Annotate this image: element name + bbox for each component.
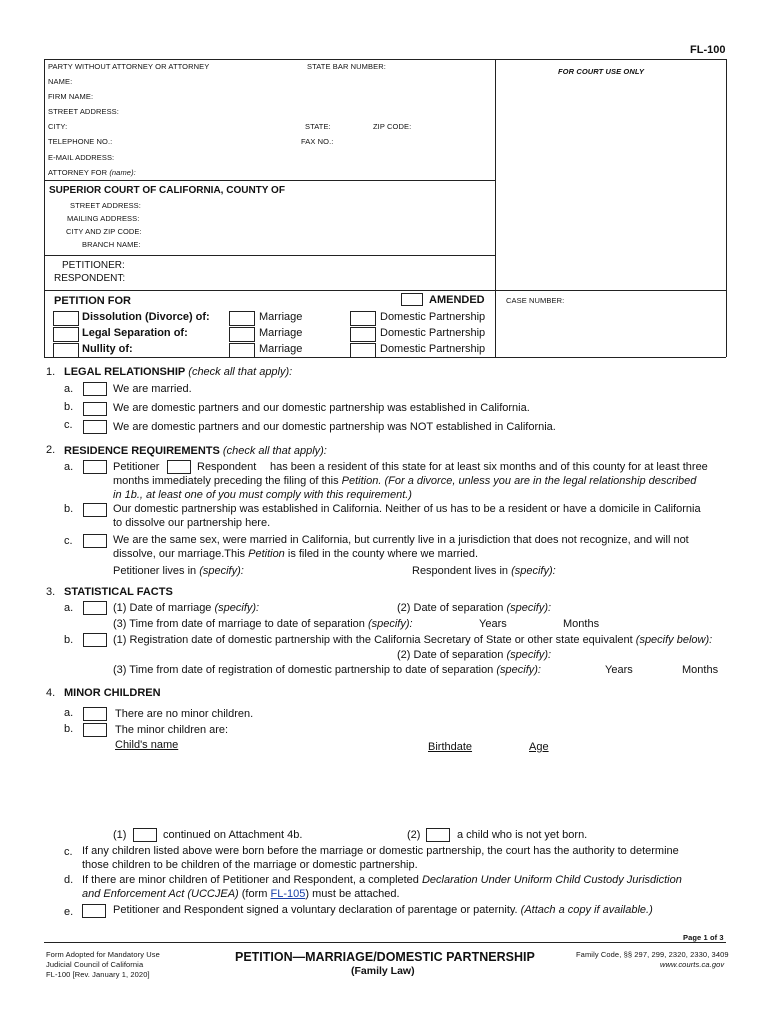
adopted-line3: FL-100 [Rev. January 1, 2020] [46,970,150,979]
courts-url[interactable]: www.courts.ca.gov [660,960,725,969]
firm-label: FIRM NAME: [48,92,94,101]
nullity-marriage-label: Marriage [259,343,303,355]
petition-divider [44,290,726,291]
court-divider [44,180,496,181]
fax-label: FAX NO.: [301,137,334,146]
s3-a2-label: (2) Date of separation (specify): [397,602,552,614]
dissolution-marriage-label: Marriage [259,311,303,323]
adopted-line2: Judicial Council of California [46,960,144,969]
s2-num: 2. [46,444,56,456]
nullity-label: Nullity of: [82,343,133,355]
court-city-zip-label: CITY AND ZIP CODE: [66,227,142,236]
amended-checkbox[interactable] [401,293,423,306]
s2-c-checkbox[interactable] [83,534,107,548]
dissolution-label: Dissolution (Divorce) of: [82,311,210,323]
s3-b1-label: (1) Registration date of domestic partnership with the California Secretary of State or other state equivalent (specify below): [113,634,713,646]
s4-d-text2: and Enforcement Act (UCCJEA) (form FL-105) must be attached. [82,888,400,900]
separation-checkbox[interactable] [53,327,79,342]
dissolution-checkbox[interactable] [53,311,79,326]
s4-c-text2: those children to be children of the marriage or domestic partnership. [82,859,418,871]
dissolution-dp-label: Domestic Partnership [380,311,486,323]
fl-105-link[interactable]: FL-105 [270,888,306,900]
s3-a-years: Years [479,618,507,630]
form-id: FL-100 [690,44,726,56]
col-birthdate: Birthdate [428,741,473,753]
separation-label: Legal Separation of: [82,327,188,339]
s2-b-text1: Our domestic partnership was established in California. Neither of us has to be a resident or have a domicile in California [113,503,701,515]
form-title: PETITION—MARRIAGE/DOMESTIC PARTNERSHIP [235,950,535,964]
s4-c-letter: c. [64,846,73,858]
city-label: CITY: [48,122,68,131]
dissolution-dp-checkbox[interactable] [350,311,376,326]
s4-a-checkbox[interactable] [83,707,107,721]
s4-a-letter: a. [64,707,74,719]
s3-b-letter: b. [64,634,74,646]
zip-label: ZIP CODE: [373,122,412,131]
s4-b1-text: continued on Attachment 4b. [163,829,303,841]
court-use-label: FOR COURT USE ONLY [558,67,645,76]
nullity-dp-checkbox[interactable] [350,343,376,358]
parties-divider [44,255,496,256]
s1-a-letter: a. [64,383,74,395]
s2-b-checkbox[interactable] [83,503,107,517]
court-branch-label: BRANCH NAME: [82,240,141,249]
s4-b-text: The minor children are: [115,724,229,736]
s2-a-letter: a. [64,461,74,473]
s4-d-text1: If there are minor children of Petitioner and Respondent, a completed Declaration Under Uniform Child Custody Jurisdiction [82,874,682,886]
s4-a-text: There are no minor children. [115,708,254,720]
s4-e-letter: e. [64,906,74,918]
s3-b2-label: (2) Date of separation (specify): [397,649,552,661]
s2-c-letter: c. [64,535,73,547]
court-street-label: STREET ADDRESS: [70,201,141,210]
s4-b1-num: (1) [113,829,127,841]
nullity-marriage-checkbox[interactable] [229,343,255,358]
separation-dp-checkbox[interactable] [350,327,376,342]
s1-c-text: We are domestic partners and our domestic partnership was NOT established in California. [113,421,556,433]
s4-d-letter: d. [64,874,74,886]
s3-b-years: Years [605,664,633,676]
s1-c-letter: c. [64,419,73,431]
s2-a-text2: months immediately preceding the filing of this Petition. (For a divorce, unless you are in the legal relationship described [113,475,697,487]
dissolution-marriage-checkbox[interactable] [229,311,255,326]
s3-a-letter: a. [64,602,74,614]
s3-a3-label: (3) Time from date of marriage to date of separation (specify): [113,618,413,630]
s2-c-text2: dissolve, our marriage.This Petition is filed in the county where we married. [113,548,479,560]
respondent-lives-label: Respondent lives in (specify): [412,565,556,577]
s4-b-checkbox[interactable] [83,723,107,737]
case-number-label: CASE NUMBER: [506,296,565,305]
court-title: SUPERIOR COURT OF CALIFORNIA, COUNTY OF [49,185,285,196]
s4-b2-checkbox[interactable] [426,828,450,842]
s4-e-checkbox[interactable] [82,904,106,918]
separation-marriage-checkbox[interactable] [229,327,255,342]
s4-b1-checkbox[interactable] [133,828,157,842]
s2-a-respondent-checkbox[interactable] [167,460,191,474]
s1-c-checkbox[interactable] [83,420,107,434]
s4-heading: MINOR CHILDREN [64,687,161,699]
s3-heading: STATISTICAL FACTS [64,586,173,598]
s4-b2-text: a child who is not yet born. [457,829,588,841]
adopted-line1: Form Adopted for Mandatory Use [46,950,160,959]
amended-label: AMENDED [429,294,485,306]
state-label: STATE: [305,122,331,131]
header-bottom [44,357,726,358]
petition-for-title: PETITION FOR [54,295,131,307]
email-label: E-MAIL ADDRESS: [48,153,115,162]
petitioner-lives-label: Petitioner lives in (specify): [113,565,244,577]
s1-b-text: We are domestic partners and our domestic partnership was established in California. [113,402,530,414]
col-age: Age [529,741,549,753]
s4-num: 4. [46,687,56,699]
form-subtitle: (Family Law) [351,965,415,977]
footer-rule [44,942,726,943]
s2-a-text3: in 1b., at least one of you must comply with this requirement.) [113,489,412,501]
top-border [44,59,726,60]
s2-c-text1: We are the same sex, were married in California, but currently live in a jurisdiction that does not recognize, and will not [113,534,689,546]
family-code: Family Code, §§ 297, 299, 2320, 2330, 3409 [576,950,729,959]
s1-heading: LEGAL RELATIONSHIP (check all that apply): [64,366,293,378]
s3-b-checkbox[interactable] [83,633,107,647]
s4-b2-num: (2) [407,829,421,841]
s3-a-months: Months [563,618,600,630]
s2-heading: RESIDENCE REQUIREMENTS (check all that apply): [64,445,327,457]
street-label: STREET ADDRESS: [48,107,119,116]
s2-a-petitioner-checkbox[interactable] [83,460,107,474]
attorney-for-label: ATTORNEY FOR (name): [48,168,136,177]
s2-a-petitioner-label: Petitioner [113,461,160,473]
s3-num: 3. [46,586,56,598]
s3-b-months: Months [682,664,719,676]
right-border [726,59,727,357]
col-childs-name: Child's name [115,739,179,751]
telephone-label: TELEPHONE NO.: [48,137,113,146]
s2-a-text1: has been a resident of this state for at least six months and of this county for at least three [270,461,708,473]
s3-a-checkbox[interactable] [83,601,107,615]
left-border [44,59,45,357]
nullity-dp-label: Domestic Partnership [380,343,486,355]
name-label: NAME: [48,77,73,86]
s1-num: 1. [46,366,56,378]
s1-b-checkbox[interactable] [83,402,107,416]
s3-b3-label: (3) Time from date of registration of domestic partnership to date of separation (specify): [113,664,541,676]
nullity-checkbox[interactable] [53,343,79,358]
s3-a1-label: (1) Date of marriage (specify): [113,602,260,614]
page-number: Page 1 of 3 [683,933,724,942]
s4-b-letter: b. [64,723,74,735]
s1-a-text: We are married. [113,383,192,395]
court-use-divider [495,59,496,357]
separation-dp-label: Domestic Partnership [380,327,486,339]
s4-c-text1: If any children listed above were born before the marriage or domestic partnership, the court has the authority to determine [82,845,679,857]
s1-b-letter: b. [64,401,74,413]
s2-b-letter: b. [64,503,74,515]
s1-a-checkbox[interactable] [83,382,107,396]
petitioner-label: PETITIONER: [62,260,125,271]
party-label: PARTY WITHOUT ATTORNEY OR ATTORNEY [48,62,210,71]
respondent-label: RESPONDENT: [54,273,126,284]
court-mailing-label: MAILING ADDRESS: [67,214,140,223]
separation-marriage-label: Marriage [259,327,303,339]
state-bar-label: STATE BAR NUMBER: [307,62,386,71]
s4-e-text: Petitioner and Respondent signed a voluntary declaration of parentage or paternity. (Attach a copy if available.) [113,904,653,916]
s2-a-respondent-label: Respondent [197,461,257,473]
s2-b-text2: to dissolve our partnership here. [113,517,271,529]
